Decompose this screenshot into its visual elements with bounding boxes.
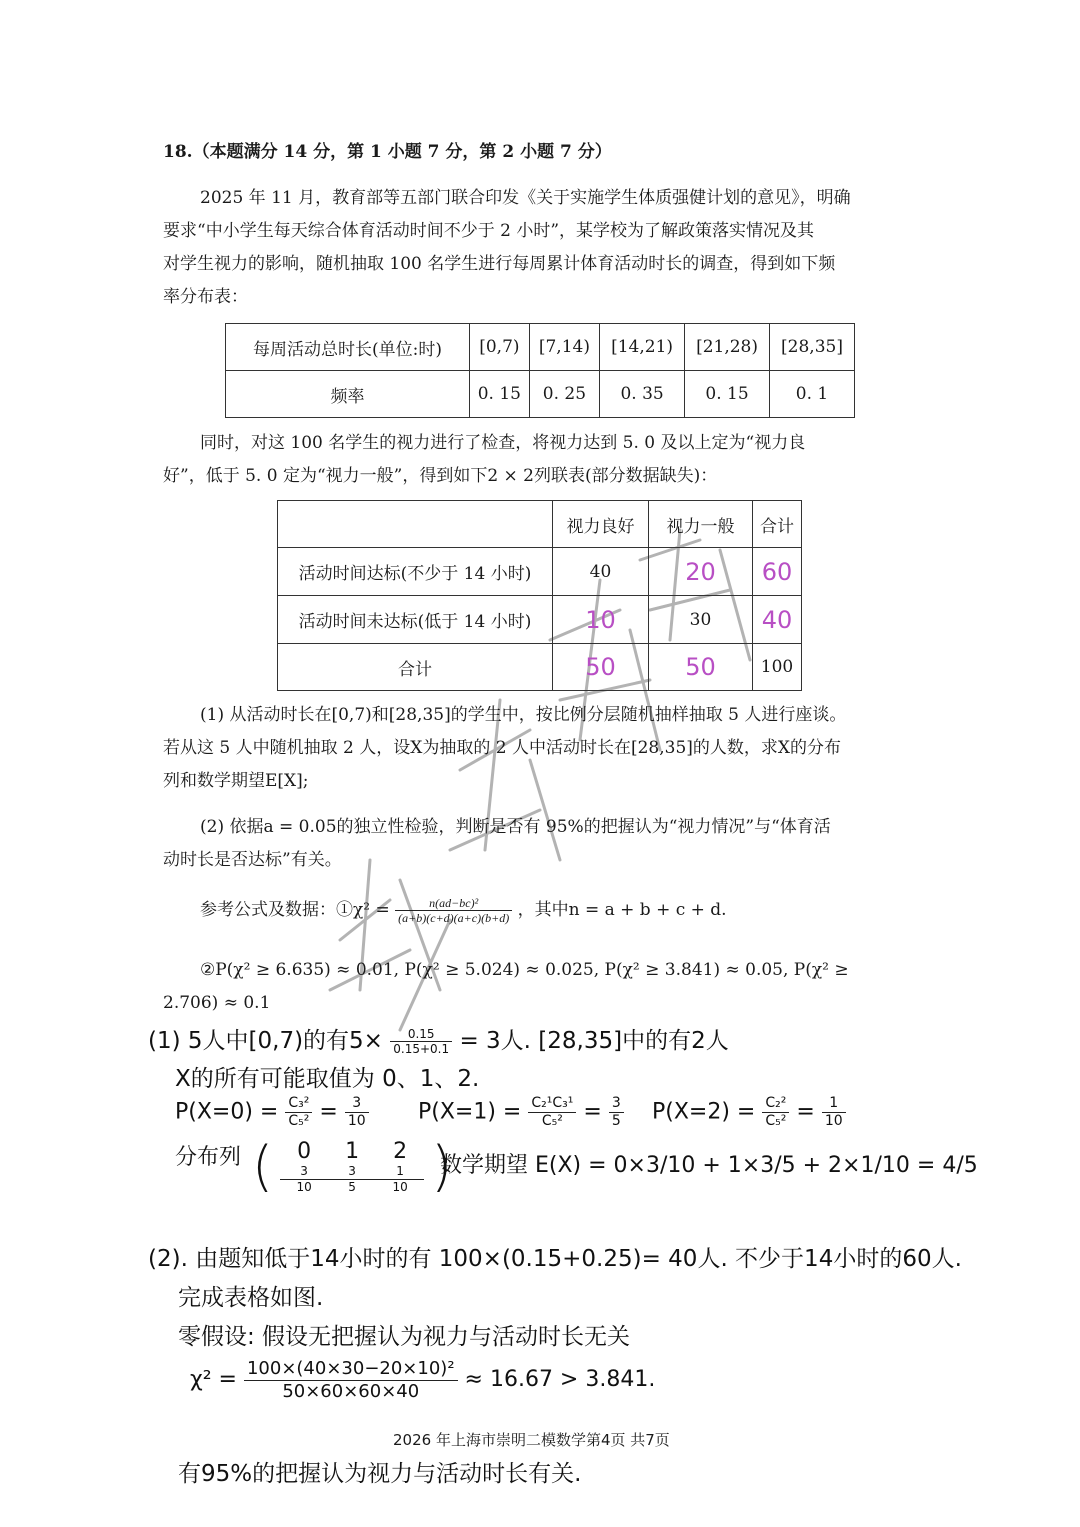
hw-chi-square: χ² = $\frac{\text{100×(40×30−20×10)²}}{50\times 60\times 60\times 40}$ ≈ 16.67 > 3.841. — [190, 1358, 656, 1402]
row-label-unmet: 活动时间未达标(低于 14 小时) — [278, 596, 553, 644]
freq-cell: 0. 25 — [529, 371, 599, 418]
mid-line-1: 同时，对这 100 名学生的视力进行了检查，将视力达到 5. 0 及以上定为“视力良 — [200, 433, 806, 453]
q2-line-2: 动时长是否达标”有关。 — [163, 850, 342, 870]
col-header-total: 合计 — [753, 501, 802, 548]
hw-prob-1: P(X=1) = $\frac{\text{C₂¹C₃¹}}{\text{C₅²}}$ = $\frac{3}{5}$ — [418, 1095, 624, 1130]
q1-line-2: 若从这 5 人中随机抽取 2 人，设X为抽取的 2 人中活动时长在[28,35]的人数，求X的分布 — [163, 738, 842, 758]
hw-dist-label: 分布列 — [175, 1145, 242, 1170]
intro-line-2: 要求“中小学生每天综合体育活动时间不少于 2 小时”，某学校为了解政策落实情况及其 — [163, 221, 815, 241]
reference-formula — [200, 895, 727, 925]
freq-header-label: 每周活动总时长(单位:时) — [226, 324, 470, 371]
ref-frac-den: (a+b)(c+d)(a+c)(b+d) — [398, 911, 510, 925]
hw-s2-line-3: 零假设: 假设无把握认为视力与活动时长无关 — [178, 1324, 631, 1350]
interval-cell: [21,28) — [685, 324, 770, 371]
interval-cell: [28,35] — [770, 324, 855, 371]
reference-data-line-1: ②P(χ² ≥ 6.635) ≈ 0.01, P(χ² ≥ 5.024) ≈ 0.025, P(χ² ≥ 3.841) ≈ 0.05, P(χ² ≥ — [200, 960, 849, 980]
col-header-normal: 视力一般 — [649, 501, 753, 548]
hw-prob-2: P(X=2) = $\frac{\text{C₂²}}{\text{C₅²}}$ = $\frac{1}{10}$ — [652, 1095, 846, 1130]
freq-cell: 0. 15 — [685, 371, 770, 418]
intro-line-4: 率分布表： — [163, 287, 248, 307]
cell-total-total: 100 — [753, 644, 802, 691]
cell-unmet-good: 10 — [553, 596, 649, 644]
watermark-text — [0, 0, 1, 1]
cell-met-normal: 20 — [649, 548, 753, 596]
cell-met-good: 40 — [553, 548, 649, 596]
page-footer: 2026 年上海市崇明二模数学第4页 共7页 — [393, 1431, 670, 1449]
q2-line-1: (2) 依据a = 0.05的独立性检验，判断是否有 95%的把握认为“视力情况”与“体育活 — [200, 817, 831, 837]
cell-unmet-normal: 30 — [649, 596, 753, 644]
question-header: 18.（本题满分 14 分，第 1 小题 7 分，第 2 小题 7 分） — [163, 142, 612, 162]
contingency-table — [277, 500, 802, 691]
cell-unmet-total: 40 — [753, 596, 802, 644]
hw-s2-conclusion: 有95%的把握认为视力与活动时长有关. — [178, 1461, 582, 1487]
q1-line-3: 列和数学期望E[X]; — [163, 771, 309, 791]
cell-total-normal: 50 — [649, 644, 753, 691]
hw-line-1: (1) 5人中[0,7)的有5× $\frac{0.15}{0.15+0.1}$ = 3人. [28,35]中的有2人 — [148, 1026, 729, 1056]
intro-line-3: 对学生视力的影响，随机抽取 100 名学生进行每周累计体育活动时长的调查，得到如下频 — [163, 254, 836, 274]
interval-cell: [0,7) — [470, 324, 530, 371]
hw-prob-0: P(X=0) = $\frac{\text{C₃²}}{\text{C₅²}}$ = $\frac{3}{10}$ — [175, 1095, 369, 1130]
hw-expectation: 数学期望 E(X) = 0×3/10 + 1×3/5 + 2×1/10 = 4/5 — [440, 1153, 978, 1178]
freq-cell: 0. 1 — [770, 371, 855, 418]
freq-cell: 0. 15 — [470, 371, 530, 418]
col-header-good: 视力良好 — [553, 501, 649, 548]
row-label-total: 合计 — [278, 644, 553, 691]
ref-frac-num: n(ad−bc)² — [395, 896, 512, 911]
hw-s2-line-1: (2). 由题知低于14小时的有 100×(0.15+0.25)= 40人. 不少于14小时的60人. — [148, 1246, 962, 1272]
ref-prefix: 参考公式及数据：①χ² = — [200, 900, 390, 920]
cell-total-good: 50 — [553, 644, 649, 691]
frequency-table — [225, 323, 855, 418]
hw-line-2: X的所有可能取值为 0、1、2. — [175, 1066, 480, 1092]
ref-suffix: ，其中n = a + b + c + d. — [517, 900, 727, 920]
freq-row-label: 频率 — [226, 371, 470, 418]
hw-dist-table: ( 0 1 2 $\frac{3}{10}$ $\frac{3}{5}$ $\frac{1}{10}$ ) — [252, 1135, 453, 1198]
cell-met-total: 60 — [753, 548, 802, 596]
mid-line-2: 好”，低于 5. 0 定为“视力一般”，得到如下2 × 2列联表(部分数据缺失)： — [163, 466, 718, 486]
interval-cell: [7,14) — [529, 324, 599, 371]
hw-s2-line-2: 完成表格如图. — [178, 1285, 324, 1311]
row-label-met: 活动时间达标(不少于 14 小时) — [278, 548, 553, 596]
interval-cell: [14,21) — [600, 324, 685, 371]
intro-line-1: 2025 年 11 月，教育部等五部门联合印发《关于实施学生体质强健计划的意见》，明确 — [200, 188, 851, 208]
freq-cell: 0. 35 — [600, 371, 685, 418]
reference-data-line-2: 2.706) ≈ 0.1 — [163, 993, 271, 1013]
q1-line-1: (1) 从活动时长在[0,7)和[28,35]的学生中，按比例分层随机抽样抽取 5 人进行座谈。 — [200, 705, 847, 725]
